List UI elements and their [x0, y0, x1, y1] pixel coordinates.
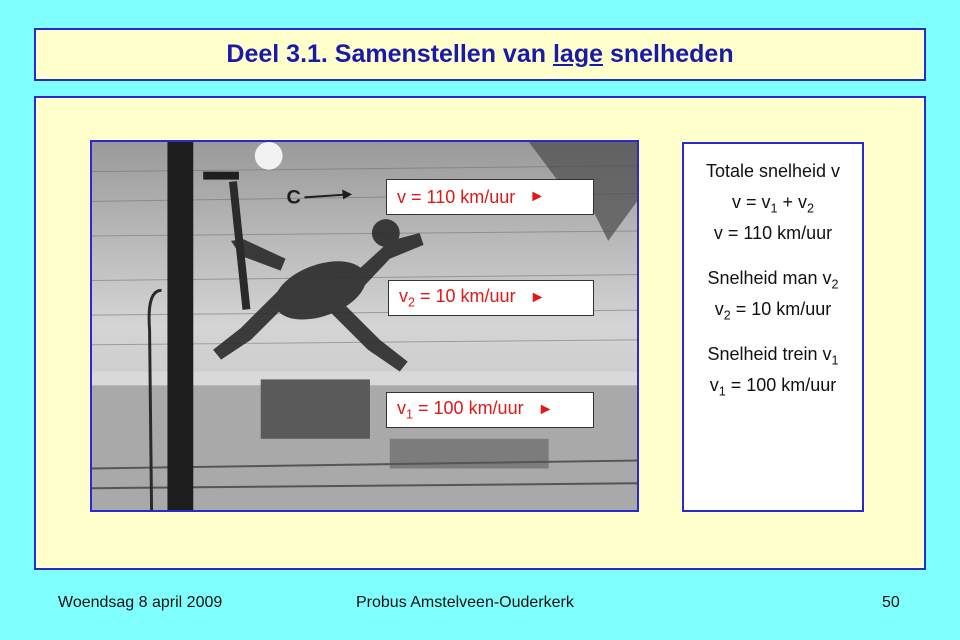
- footer-date: Woendsag 8 april 2009: [58, 594, 223, 611]
- label-man-speed-text: $v_2 = 10$ km/uur: [399, 286, 516, 310]
- title-text-underlined: lage: [552, 40, 603, 68]
- label-train-speed-text: $v_1 = 100$ km/uur: [397, 398, 524, 422]
- footer-organization: Probus Amstelveen-Ouderkerk: [356, 594, 574, 611]
- play-arrow-icon: ►: [529, 188, 546, 205]
- train-speed-value: $v_1 = 100$ km/uur: [709, 375, 837, 399]
- title-text-after: snelheden: [603, 40, 734, 68]
- train-speed-heading: Snelheid trein $v_1$: [707, 344, 839, 368]
- speed-info-box: [682, 142, 864, 512]
- total-speed-value: v = 110 km/uur: [713, 223, 833, 243]
- play-arrow-icon: ►: [537, 401, 554, 418]
- title-box: [34, 28, 926, 81]
- label-train-speed: [386, 392, 594, 428]
- label-total-speed: [386, 179, 594, 215]
- direction-marker: C: [286, 186, 301, 209]
- total-speed-heading: Totale snelheid v: [705, 161, 841, 181]
- title-text-before: Deel 3.1. Samenstellen van: [226, 40, 553, 68]
- man-speed-heading: Snelheid man $v_2$: [707, 268, 839, 292]
- label-man-speed: [388, 280, 594, 316]
- footer-page-number: 50: [882, 594, 900, 611]
- speed-formula: $v = v_1 + v_2$: [731, 192, 815, 216]
- man-speed-value: $v_2 = 10$ km/uur: [714, 299, 832, 323]
- label-total-speed-text: v = 110 km/uur: [397, 186, 516, 207]
- play-arrow-icon: ►: [529, 289, 546, 306]
- slide-title: [226, 40, 733, 69]
